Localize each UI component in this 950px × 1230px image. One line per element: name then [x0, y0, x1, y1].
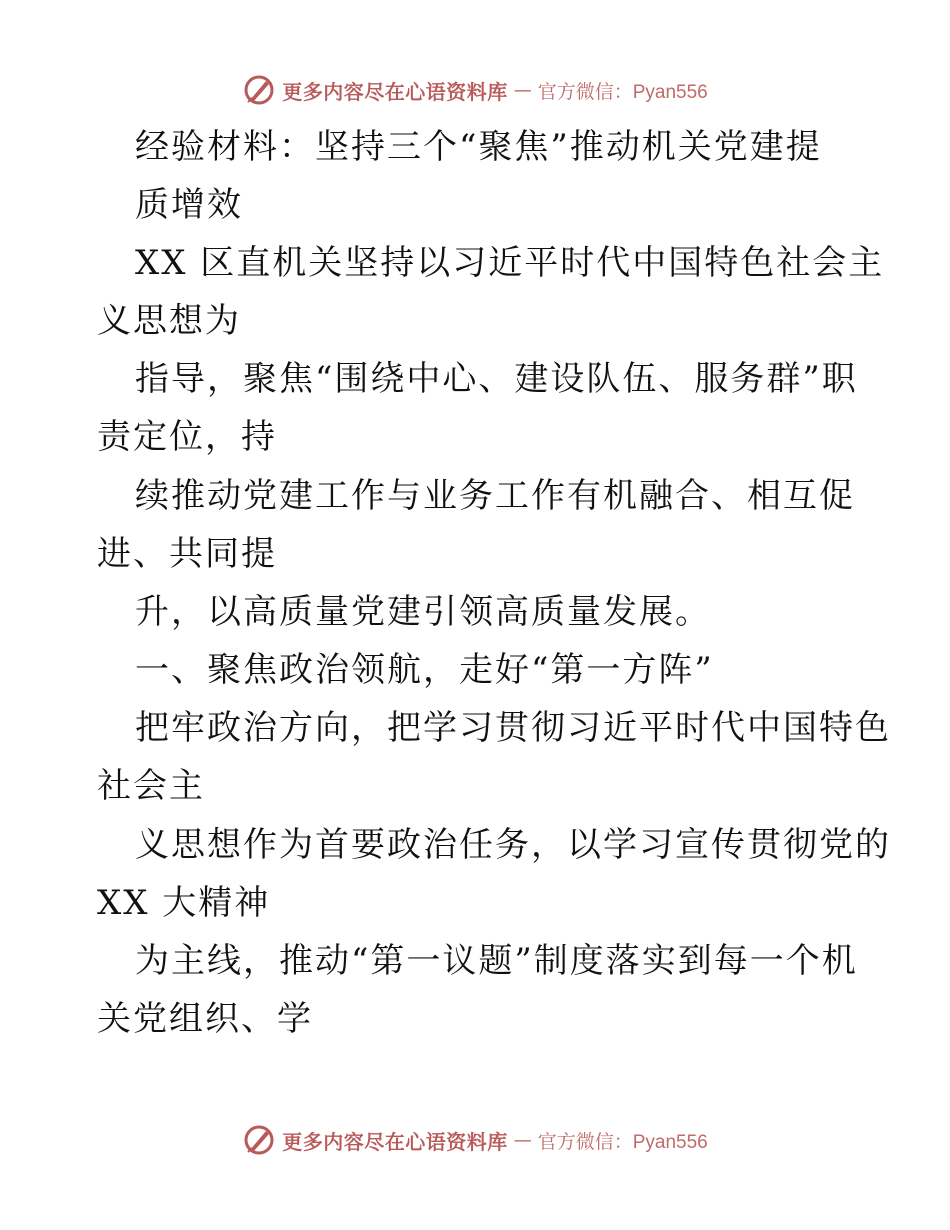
paragraph-line: XX 区直机关坚持以习近平时代中国特色社会主: [135, 243, 885, 283]
banner-brand-text: 更多内容尽在心语资料库: [282, 79, 508, 104]
banner-brand-text: 更多内容尽在心语资料库: [282, 1129, 508, 1154]
paragraph-line: 社会主: [97, 766, 205, 806]
document-title-line-1: 经验材料：坚持三个“聚焦”推动机关党建提: [135, 127, 822, 167]
paragraph-line: 把牢政治方向，把学习贯彻习近平时代中国特色: [135, 708, 891, 748]
paragraph-line: 义思想为: [97, 301, 241, 341]
quill-pen-logo-icon: [242, 1123, 276, 1157]
header-banner: [0, 70, 950, 110]
paragraph-line: 义思想作为首要政治任务，以学习宣传贯彻党的: [135, 825, 891, 865]
footer-banner: [0, 1120, 950, 1160]
paragraph-line: 升，以高质量党建引领高质量发展。: [135, 592, 711, 632]
banner-wechat-text: 官方微信：Pyan556: [537, 81, 708, 103]
banner-wechat-text: 官方微信：Pyan556: [537, 1131, 708, 1153]
paragraph-line: 关党组织、学: [97, 999, 313, 1039]
paragraph-line: 责定位，持: [97, 417, 277, 457]
banner-separator: —: [513, 1129, 532, 1151]
quill-pen-logo-icon: [242, 73, 276, 107]
document-title-line-2: 质增效: [135, 185, 243, 225]
paragraph-line: XX 大精神: [97, 883, 271, 923]
paragraph-line: 为主线，推动“第一议题”制度落实到每一个机: [135, 941, 858, 981]
paragraph-line: 续推动党建工作与业务工作有机融合、相互促: [135, 476, 855, 516]
section-heading: 一、聚焦政治领航，走好“第一方阵”: [135, 650, 714, 690]
paragraph-line: 进、共同提: [97, 534, 277, 574]
banner-separator: —: [513, 79, 532, 101]
paragraph-line: 指导，聚焦“围绕中心、建设队伍、服务群”职: [135, 359, 858, 399]
